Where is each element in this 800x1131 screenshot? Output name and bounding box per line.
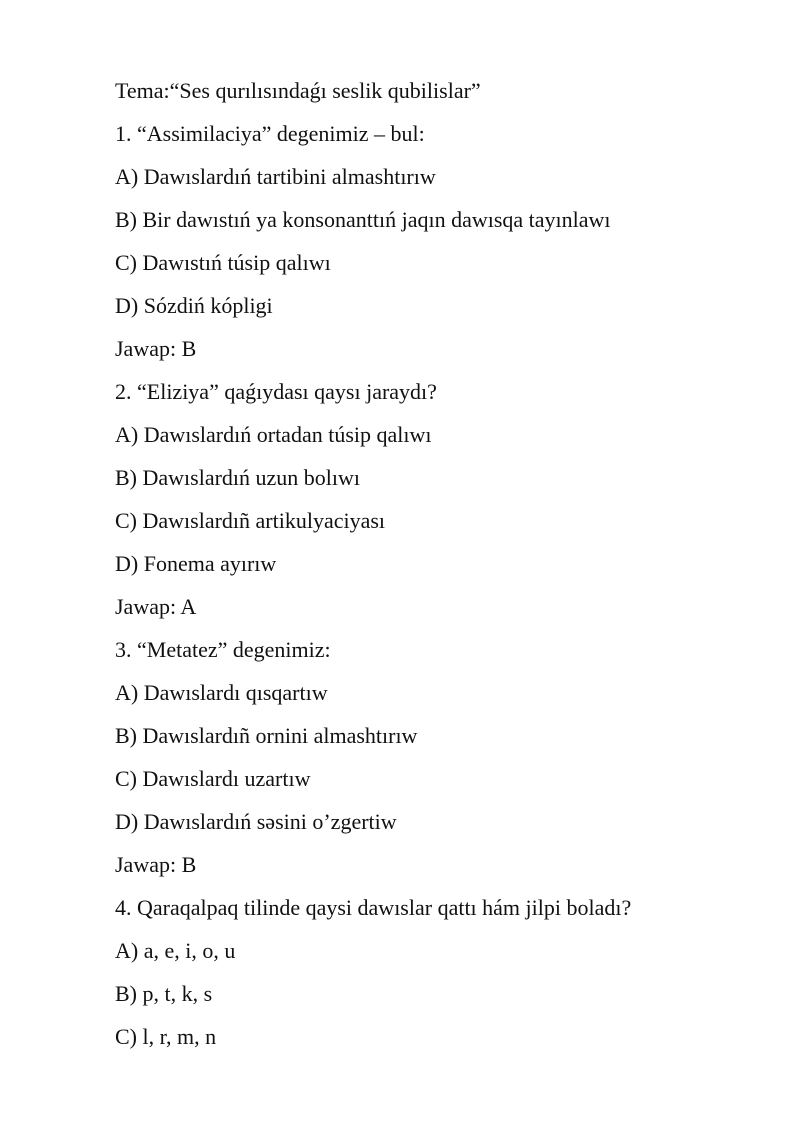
- question-2-option-b: B) Dawıslardıń uzun bolıwı: [115, 465, 361, 490]
- question-2-option-d: D) Fonema ayırıw: [115, 551, 277, 576]
- question-2-option-a: A) Dawıslardıń ortadan túsip qalıwı: [115, 422, 432, 447]
- question-4: 4. Qaraqalpaq tilinde qaysi dawıslar qattı hám jilpi boladı?: [115, 895, 632, 920]
- question-4-option-a: A) a, e, i, o, u: [115, 938, 236, 963]
- question-1-answer: Jawap: B: [115, 336, 197, 361]
- question-1-option-d: D) Sózdiń kópligi: [115, 293, 273, 318]
- question-4-option-c: C) l, r, m, n: [115, 1024, 217, 1049]
- question-3-option-b: B) Dawıslardıñ ornini almashtırıw: [115, 723, 418, 748]
- document-body: [115, 76, 775, 1065]
- question-3-answer: Jawap: B: [115, 852, 197, 877]
- question-3: 3. “Metatez” degenimiz:: [115, 637, 331, 662]
- question-2: 2. “Eliziya” qaǵıydası qaysı jaraydı?: [115, 379, 437, 404]
- question-1-option-b: B) Bir dawıstıń ya konsonanttıń jaqın dawısqa tayınlawı: [115, 207, 611, 232]
- question-4-option-b: B) p, t, k, s: [115, 981, 213, 1006]
- question-2-answer: Jawap: A: [115, 594, 197, 619]
- question-1-option-a: A) Dawıslardıń tartibini almashtırıw: [115, 164, 436, 189]
- question-3-option-c: C) Dawıslardı uzartıw: [115, 766, 311, 791]
- question-1-option-c: C) Dawıstıń túsip qalıwı: [115, 250, 331, 275]
- question-2-option-c: C) Dawıslardıñ artikulyaciyası: [115, 508, 386, 533]
- question-3-option-a: A) Dawıslardı qısqartıw: [115, 680, 328, 705]
- question-1: 1. “Assimilaciya” degenimiz – bul:: [115, 121, 425, 146]
- question-3-option-d: D) Dawıslardıń səsini o’zgertiw: [115, 809, 397, 834]
- document-title: Tema:“Ses qurılısındaǵı seslik qubilislar”: [115, 78, 481, 103]
